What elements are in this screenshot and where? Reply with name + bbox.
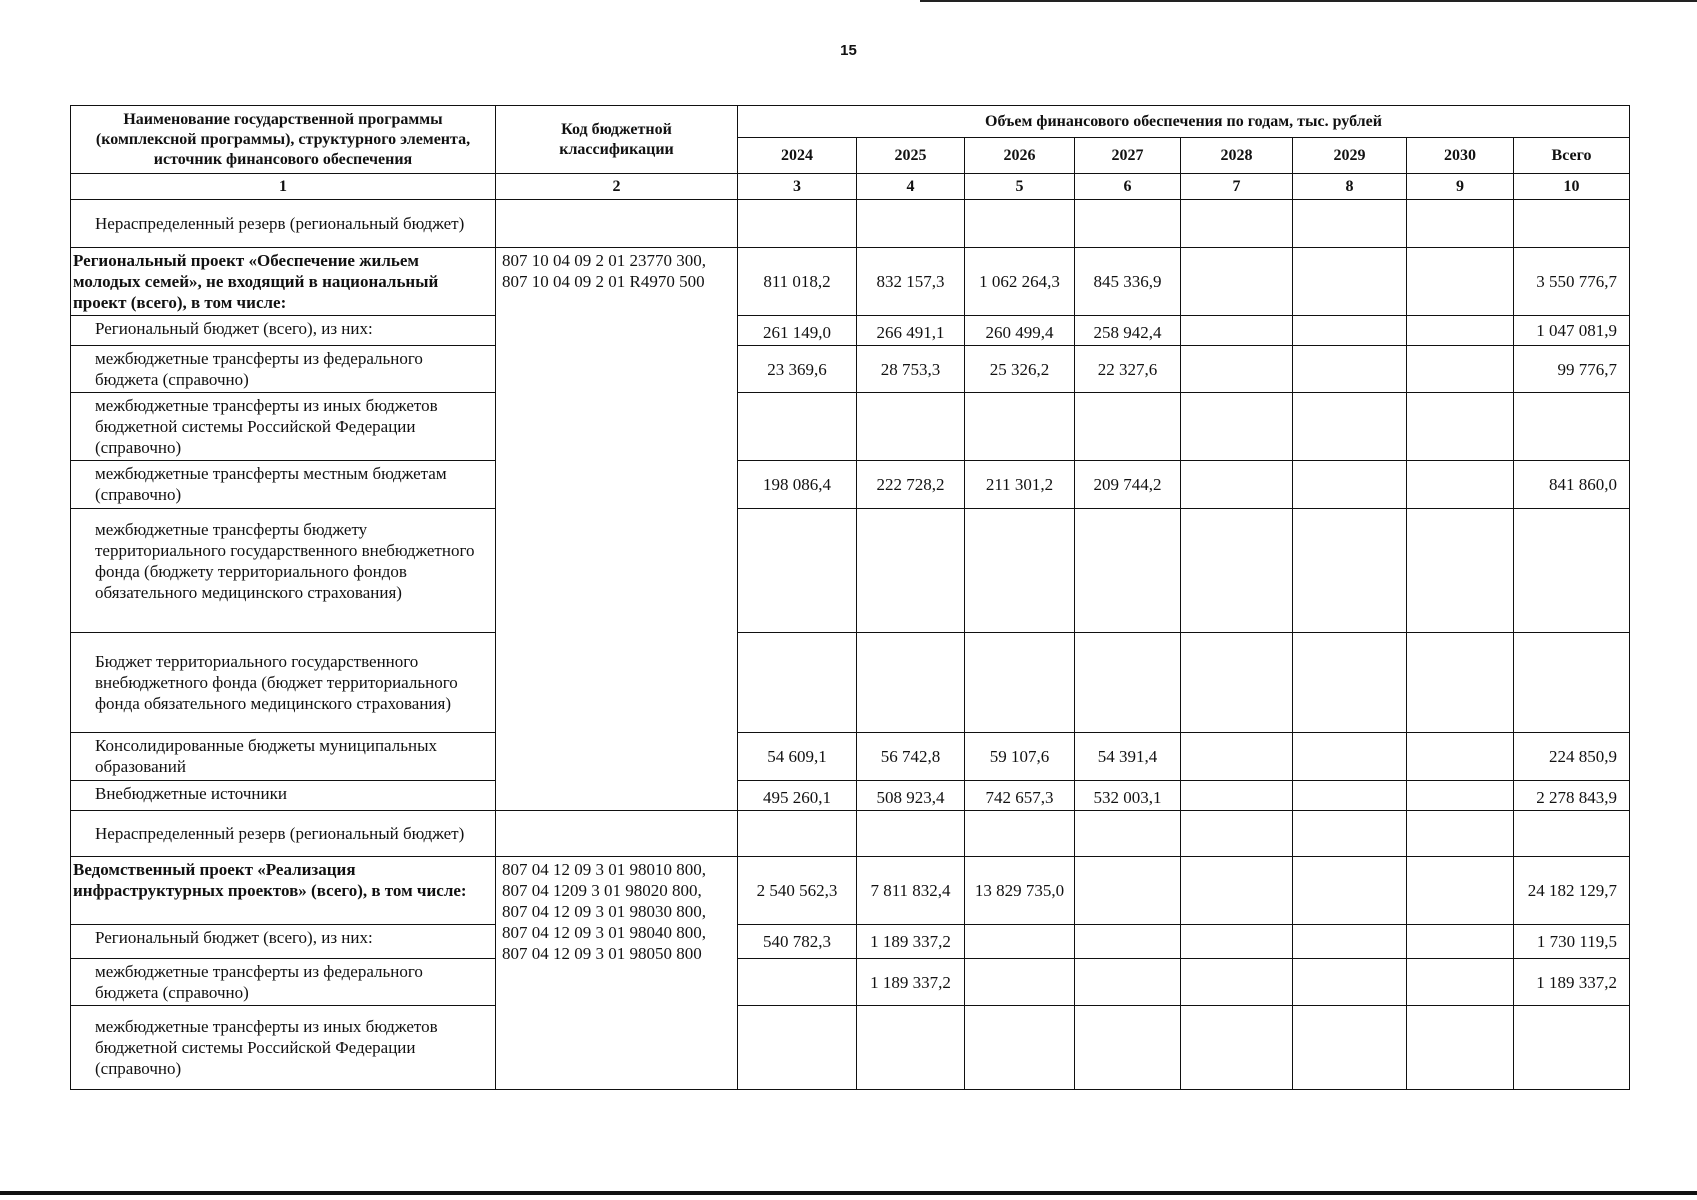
column-number: 5 bbox=[965, 174, 1075, 200]
row-value bbox=[857, 633, 965, 733]
bottom-scan-line bbox=[0, 1191, 1697, 1195]
top-scan-line bbox=[920, 0, 1697, 2]
row-value bbox=[1407, 959, 1514, 1006]
row-name: Внебюджетные источники bbox=[71, 781, 496, 811]
row-value bbox=[738, 633, 857, 733]
header-total: Всего bbox=[1514, 138, 1630, 174]
row-value bbox=[857, 811, 965, 857]
row-total: 99 776,7 bbox=[1514, 346, 1630, 393]
row-name: Нераспределенный резерв (региональный бюджет) bbox=[71, 811, 496, 857]
row-value bbox=[965, 959, 1075, 1006]
column-numbers-row bbox=[71, 174, 1630, 200]
column-number: 1 bbox=[71, 174, 496, 200]
row-value bbox=[1293, 346, 1407, 393]
row-value bbox=[1075, 811, 1181, 857]
row-name: Ведомственный проект «Реализация инфраструктурных проектов» (всего), в том числе: bbox=[71, 857, 496, 925]
row-value bbox=[1407, 393, 1514, 461]
row-value bbox=[1407, 857, 1514, 925]
row-name: Нераспределенный резерв (региональный бюджет) bbox=[71, 200, 496, 248]
row-value: 532 003,1 bbox=[1075, 781, 1181, 811]
table-row bbox=[71, 346, 1630, 393]
table-row bbox=[71, 733, 1630, 781]
row-name: межбюджетные трансферты из федерального бюджета (справочно) bbox=[71, 959, 496, 1006]
row-value: 54 609,1 bbox=[738, 733, 857, 781]
header-year: 2024 bbox=[738, 138, 857, 174]
row-value: 260 499,4 bbox=[965, 316, 1075, 346]
table-row bbox=[71, 316, 1630, 346]
row-value bbox=[1407, 781, 1514, 811]
row-value: 56 742,8 bbox=[857, 733, 965, 781]
row-name: межбюджетные трансферты местным бюджетам (справочно) bbox=[71, 461, 496, 509]
row-value: 495 260,1 bbox=[738, 781, 857, 811]
row-value bbox=[1293, 857, 1407, 925]
row-value bbox=[1293, 811, 1407, 857]
row-value bbox=[965, 633, 1075, 733]
budget-table bbox=[70, 105, 1630, 1090]
row-value bbox=[1293, 248, 1407, 316]
table-row bbox=[71, 461, 1630, 509]
row-total bbox=[1514, 393, 1630, 461]
row-name: межбюджетные трансферты из иных бюджетов бюджетной системы Российской Федерации (справочно) bbox=[71, 1006, 496, 1090]
row-value: 54 391,4 bbox=[1075, 733, 1181, 781]
row-value bbox=[1407, 346, 1514, 393]
table-row bbox=[71, 857, 1630, 925]
table-row bbox=[71, 811, 1630, 857]
header-year: 2028 bbox=[1181, 138, 1293, 174]
row-value bbox=[1181, 925, 1293, 959]
row-value bbox=[1293, 959, 1407, 1006]
table-row bbox=[71, 925, 1630, 959]
row-value bbox=[1181, 733, 1293, 781]
column-number: 8 bbox=[1293, 174, 1407, 200]
row-value bbox=[1075, 200, 1181, 248]
row-value bbox=[965, 1006, 1075, 1090]
row-total bbox=[1514, 633, 1630, 733]
row-value bbox=[1181, 248, 1293, 316]
row-value: 261 149,0 bbox=[738, 316, 857, 346]
row-code bbox=[496, 811, 738, 857]
row-value bbox=[1181, 316, 1293, 346]
row-value bbox=[1293, 393, 1407, 461]
row-value: 22 327,6 bbox=[1075, 346, 1181, 393]
header-year: 2029 bbox=[1293, 138, 1407, 174]
column-number: 6 bbox=[1075, 174, 1181, 200]
row-value bbox=[1407, 733, 1514, 781]
row-value bbox=[1293, 461, 1407, 509]
header-volume: Объем финансового обеспечения по годам, тыс. рублей bbox=[738, 106, 1630, 138]
header-year: 2026 bbox=[965, 138, 1075, 174]
row-value: 1 189 337,2 bbox=[857, 959, 965, 1006]
row-value bbox=[1075, 633, 1181, 733]
row-value bbox=[1407, 1006, 1514, 1090]
header-year: 2025 bbox=[857, 138, 965, 174]
row-value bbox=[1181, 633, 1293, 733]
row-total: 1 730 119,5 bbox=[1514, 925, 1630, 959]
row-value bbox=[1181, 1006, 1293, 1090]
table-row bbox=[71, 200, 1630, 248]
column-number: 2 bbox=[496, 174, 738, 200]
header-code: Код бюджетной классификации bbox=[496, 106, 738, 174]
row-value: 266 491,1 bbox=[857, 316, 965, 346]
row-value bbox=[1181, 393, 1293, 461]
row-value bbox=[1181, 346, 1293, 393]
table-row bbox=[71, 509, 1630, 633]
row-value bbox=[1407, 925, 1514, 959]
row-name: межбюджетные трансферты бюджету территориального государственного внебюджетного фонда (бюджету территориального фондов обязательного медицинского страхования) bbox=[71, 509, 496, 633]
row-value bbox=[1181, 461, 1293, 509]
page-number: 15 bbox=[840, 42, 857, 59]
row-value: 2 540 562,3 bbox=[738, 857, 857, 925]
row-total bbox=[1514, 200, 1630, 248]
row-name: Консолидированные бюджеты муниципальных образований bbox=[71, 733, 496, 781]
row-total bbox=[1514, 509, 1630, 633]
row-value bbox=[738, 1006, 857, 1090]
table-row bbox=[71, 248, 1630, 316]
row-name: межбюджетные трансферты из иных бюджетов бюджетной системы Российской Федерации (справочно) bbox=[71, 393, 496, 461]
row-value: 222 728,2 bbox=[857, 461, 965, 509]
row-value bbox=[738, 959, 857, 1006]
row-value bbox=[738, 200, 857, 248]
row-value bbox=[1181, 781, 1293, 811]
row-value: 198 086,4 bbox=[738, 461, 857, 509]
row-value bbox=[1407, 509, 1514, 633]
row-value bbox=[1181, 857, 1293, 925]
row-value: 23 369,6 bbox=[738, 346, 857, 393]
row-value: 28 753,3 bbox=[857, 346, 965, 393]
row-name: межбюджетные трансферты из федерального бюджета (справочно) bbox=[71, 346, 496, 393]
row-value bbox=[1293, 1006, 1407, 1090]
row-value: 811 018,2 bbox=[738, 248, 857, 316]
table-row bbox=[71, 959, 1630, 1006]
row-total bbox=[1514, 1006, 1630, 1090]
row-name: Региональный бюджет (всего), из них: bbox=[71, 316, 496, 346]
row-total: 841 860,0 bbox=[1514, 461, 1630, 509]
header-row-1 bbox=[71, 106, 1630, 138]
row-value bbox=[1293, 509, 1407, 633]
header-year: 2027 bbox=[1075, 138, 1181, 174]
row-value bbox=[1407, 461, 1514, 509]
row-value bbox=[738, 509, 857, 633]
row-value bbox=[738, 811, 857, 857]
row-value: 845 336,9 bbox=[1075, 248, 1181, 316]
row-total: 1 047 081,9 bbox=[1514, 316, 1630, 346]
row-total bbox=[1514, 811, 1630, 857]
row-value: 832 157,3 bbox=[857, 248, 965, 316]
header-name: Наименование государственной программы (комплексной программы), структурного элемента, источник финансового обеспечения bbox=[71, 106, 496, 174]
row-value bbox=[1181, 200, 1293, 248]
row-value bbox=[1407, 316, 1514, 346]
column-number: 7 bbox=[1181, 174, 1293, 200]
column-number: 3 bbox=[738, 174, 857, 200]
row-value bbox=[1075, 857, 1181, 925]
table-row bbox=[71, 781, 1630, 811]
row-value: 211 301,2 bbox=[965, 461, 1075, 509]
row-value: 25 326,2 bbox=[965, 346, 1075, 393]
row-name: Региональный бюджет (всего), из них: bbox=[71, 925, 496, 959]
row-value bbox=[1293, 633, 1407, 733]
row-value bbox=[1293, 316, 1407, 346]
row-value bbox=[1075, 393, 1181, 461]
row-value bbox=[1407, 200, 1514, 248]
row-value: 540 782,3 bbox=[738, 925, 857, 959]
row-total: 3 550 776,7 bbox=[1514, 248, 1630, 316]
row-value: 59 107,6 bbox=[965, 733, 1075, 781]
row-value bbox=[965, 200, 1075, 248]
row-code: 807 10 04 09 2 01 23770 300, 807 10 04 09 2 01 R4970 500 bbox=[496, 248, 738, 811]
column-number: 4 bbox=[857, 174, 965, 200]
row-value bbox=[1075, 1006, 1181, 1090]
row-value bbox=[965, 811, 1075, 857]
row-value bbox=[965, 509, 1075, 633]
row-value: 258 942,4 bbox=[1075, 316, 1181, 346]
row-name: Региональный проект «Обеспечение жильем молодых семей», не входящий в национальный проект (всего), в том числе: bbox=[71, 248, 496, 316]
table-row bbox=[71, 633, 1630, 733]
row-value bbox=[1293, 925, 1407, 959]
table-row bbox=[71, 393, 1630, 461]
row-value bbox=[1075, 509, 1181, 633]
column-number: 9 bbox=[1407, 174, 1514, 200]
row-value bbox=[1407, 633, 1514, 733]
row-value bbox=[857, 1006, 965, 1090]
header-year: 2030 bbox=[1407, 138, 1514, 174]
row-total: 24 182 129,7 bbox=[1514, 857, 1630, 925]
row-value bbox=[1293, 733, 1407, 781]
row-value bbox=[1407, 811, 1514, 857]
row-value: 13 829 735,0 bbox=[965, 857, 1075, 925]
row-total: 1 189 337,2 bbox=[1514, 959, 1630, 1006]
row-code: 807 04 12 09 3 01 98010 800, 807 04 1209 3 01 98020 800, 807 04 12 09 3 01 98030 800, 807 04 12 09 3 01 98040 800, 807 04 12 09 3 01 98050 800 bbox=[496, 857, 738, 1090]
row-value bbox=[965, 393, 1075, 461]
row-value bbox=[857, 200, 965, 248]
table-row bbox=[71, 1006, 1630, 1090]
row-value: 1 189 337,2 bbox=[857, 925, 965, 959]
row-value bbox=[1293, 200, 1407, 248]
row-value bbox=[857, 393, 965, 461]
row-value bbox=[1293, 781, 1407, 811]
row-value bbox=[1407, 248, 1514, 316]
column-number: 10 bbox=[1514, 174, 1630, 200]
row-value: 1 062 264,3 bbox=[965, 248, 1075, 316]
row-value: 7 811 832,4 bbox=[857, 857, 965, 925]
row-value bbox=[738, 393, 857, 461]
row-value bbox=[965, 925, 1075, 959]
row-value bbox=[1181, 959, 1293, 1006]
row-total: 224 850,9 bbox=[1514, 733, 1630, 781]
row-total: 2 278 843,9 bbox=[1514, 781, 1630, 811]
row-value bbox=[1181, 811, 1293, 857]
row-value bbox=[1075, 925, 1181, 959]
row-value: 209 744,2 bbox=[1075, 461, 1181, 509]
row-value: 508 923,4 bbox=[857, 781, 965, 811]
row-value bbox=[1075, 959, 1181, 1006]
row-name: Бюджет территориального государственного внебюджетного фонда (бюджет территориального фонда обязательного медицинского страхования) bbox=[71, 633, 496, 733]
row-value bbox=[857, 509, 965, 633]
row-code bbox=[496, 200, 738, 248]
row-value bbox=[1181, 509, 1293, 633]
row-value: 742 657,3 bbox=[965, 781, 1075, 811]
